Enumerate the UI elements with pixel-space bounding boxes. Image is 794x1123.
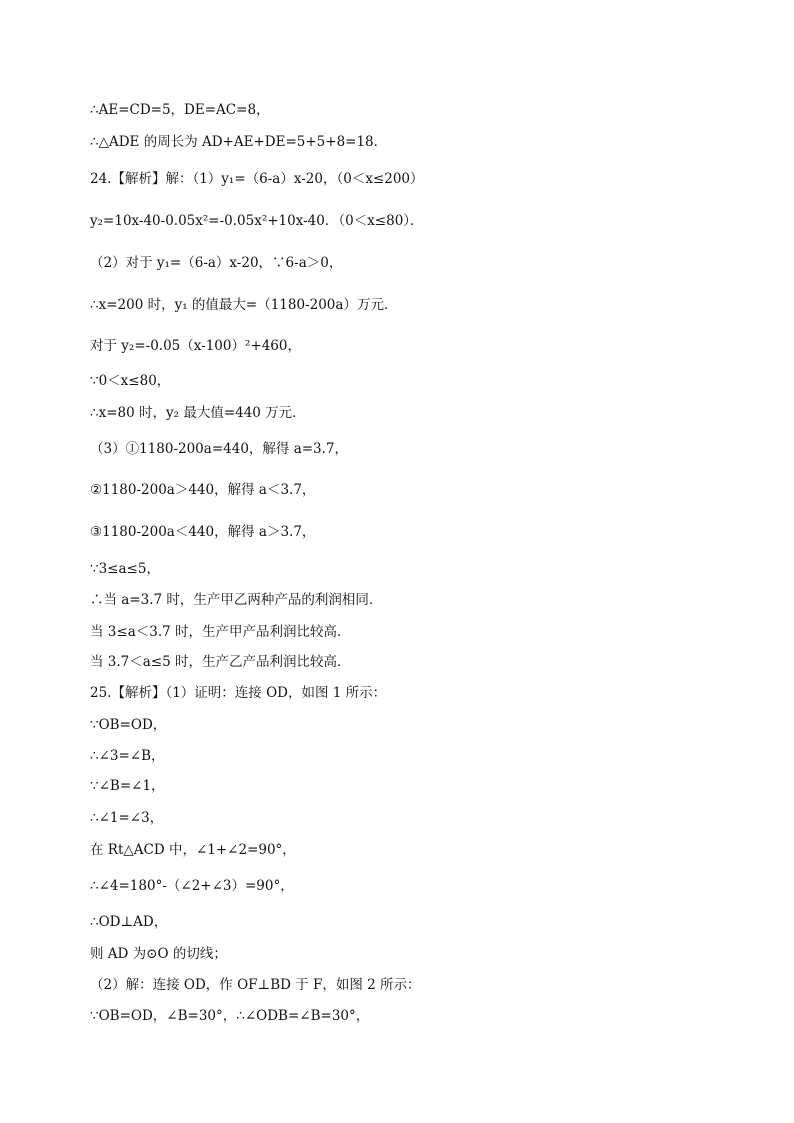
text-line: 当 3.7＜a≤5 时，生产乙产品利润比较高． [90, 654, 351, 670]
text-line: ∴∠1=∠3， [90, 810, 164, 826]
text-line: ∴∠4=180°-（∠2+∠3）=90°， [90, 878, 294, 894]
text-line: 当 3≤a＜3.7 时，生产甲产品利润比较高． [90, 624, 351, 640]
text-line: ∴x=80 时，y₂ 最大值=440 万元． [90, 405, 306, 421]
text-line: ∵3≤a≤5， [90, 561, 160, 577]
text-line: ∵OB=OD，∠B=30°，∴∠ODB=∠B=30°， [90, 1008, 370, 1024]
text-line: ∵OB=OD， [90, 717, 167, 733]
text-line: ∴当 a=3.7 时，生产甲乙两种产品的利润相同． [90, 592, 383, 608]
text-line: ∴∠3=∠B， [90, 748, 165, 764]
text-line: 24.【解析】解：（1）y₁=（6-a）x-20，（0＜x≤200） [90, 171, 424, 187]
text-line: ∵∠B=∠1， [90, 778, 165, 794]
text-line: 25.【解析】（1）证明：连接 OD，如图 1 所示： [90, 685, 387, 701]
text-line: 在 Rt△ACD 中，∠1+∠2=90°， [90, 842, 296, 858]
text-line: ∵0＜x≤80， [90, 373, 171, 389]
text-line: （2）解：连接 OD，作 OF⊥BD 于 F，如图 2 所示： [90, 977, 421, 993]
text-line: 对于 y₂=-0.05（x-100）²+460， [90, 338, 301, 354]
text-line: ∴x=200 时，y₁ 的值最大=（1180-200a）万元． [90, 297, 398, 313]
text-line: ∴AE=CD=5，DE=AC=8， [90, 102, 270, 118]
text-line: ②1180-200a＞440，解得 a＜3.7， [90, 482, 316, 498]
text-line: ∴OD⊥AD， [90, 914, 168, 930]
text-line: （3）①1180-200a=440，解得 a=3.7， [90, 441, 349, 457]
text-line: （2）对于 y₁=（6-a）x-20，∵6-a＞0， [90, 255, 343, 271]
text-line: ∴△ADE 的周长为 AD+AE+DE=5+5+8=18． [90, 134, 388, 150]
text-line: y₂=10x-40-0.05x²=-0.05x²+10x-40．（0＜x≤80）． [90, 213, 424, 229]
text-line: 则 AD 为⊙O 的切线； [90, 946, 227, 962]
text-line: ③1180-200a＜440，解得 a＞3.7， [90, 524, 316, 540]
